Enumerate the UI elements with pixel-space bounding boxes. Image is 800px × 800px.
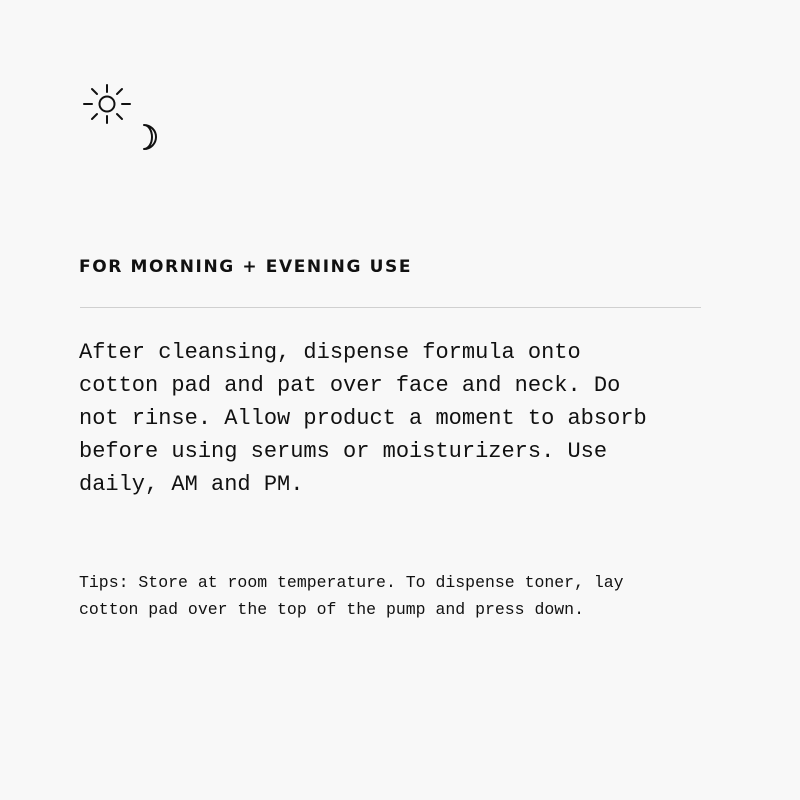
- usage-directions: After cleansing, dispense formula onto cotton pad and pat over face and neck. Do not rinse. Allow product a moment to absorb before using serums or moisturizers. Use daily, AM and PM.: [79, 340, 647, 497]
- usage-heading: FOR MORNING + EVENING USE: [79, 257, 413, 277]
- usage-tips: Tips: Store at room temperature. To dispense toner, lay cotton pad over the top of the pump and press down.: [79, 573, 624, 619]
- morning-evening-icons: [80, 82, 170, 162]
- section-divider: [80, 307, 701, 308]
- sun-icon: [84, 85, 130, 123]
- sun-moon-icon-group: [80, 82, 170, 162]
- moon-icon: [144, 125, 156, 149]
